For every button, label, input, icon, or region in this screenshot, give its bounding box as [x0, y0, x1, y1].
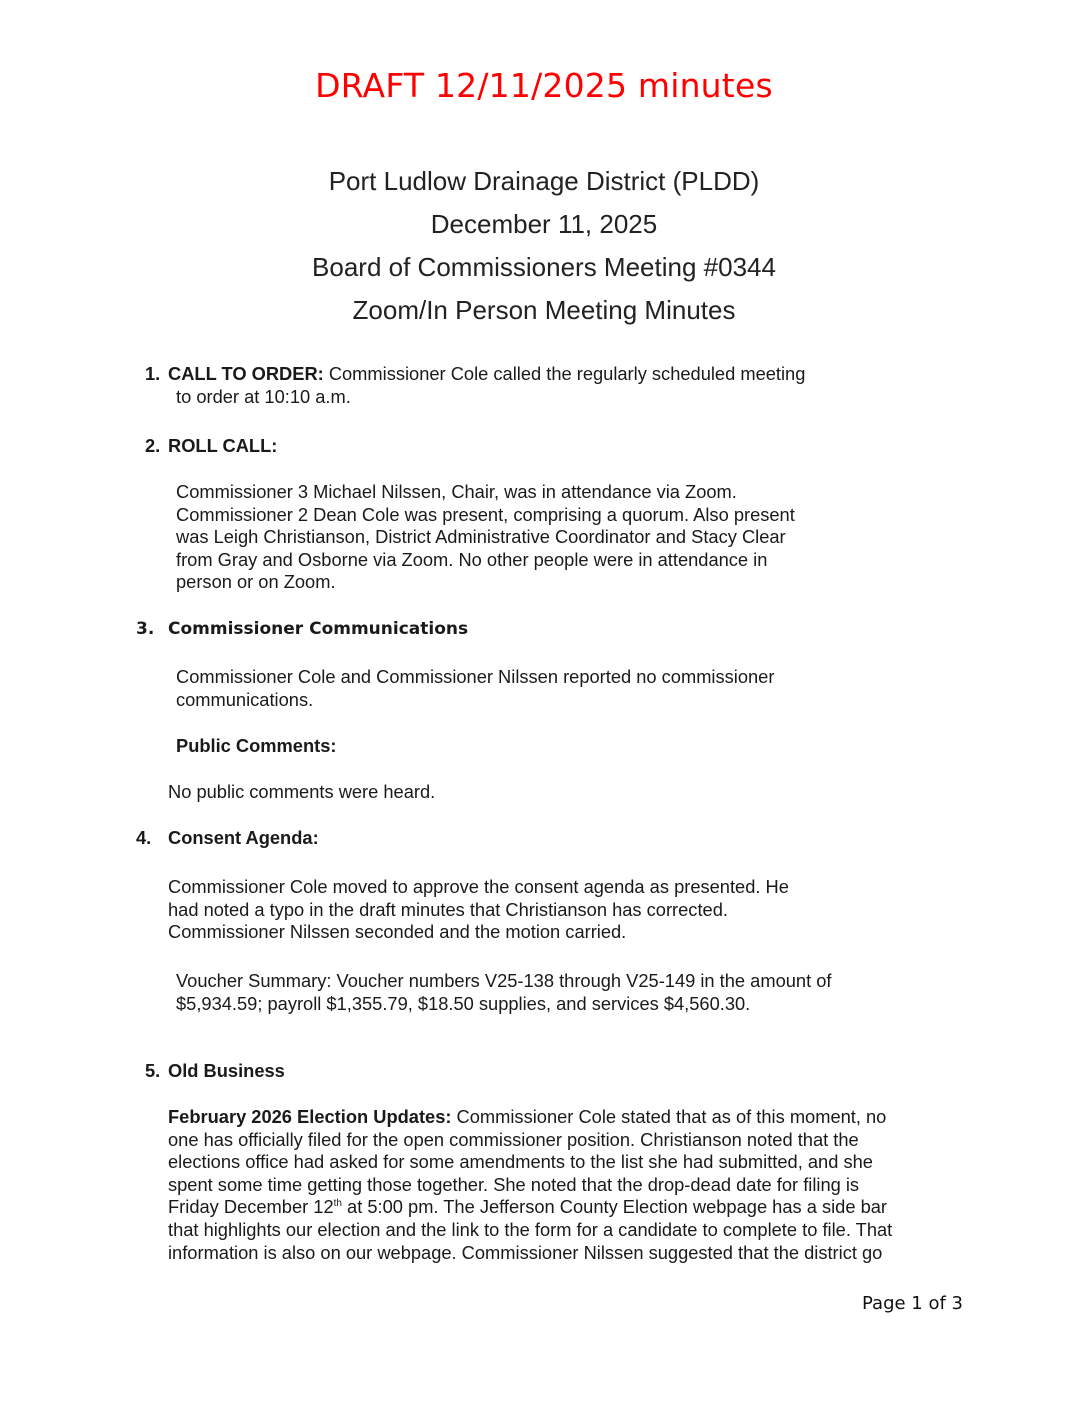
section-text: Commissioner Cole called the regularly scheduled meeting [323, 363, 806, 384]
public-comments-title: Public Comments: [176, 735, 337, 756]
section-number: 3. [136, 619, 155, 639]
communications-text: Commissioner Cole and Commissioner Nilssen reported no commissioner communications. [176, 666, 775, 710]
section-number: 5. [145, 1060, 161, 1081]
header-date: December 11, 2025 [430, 209, 658, 239]
consent-agenda-text: Commissioner Cole moved to approve the consent agenda as presented. He had noted a typo in the draft minutes that Christianson has corrected. Commissioner Nilssen seconded and the motion carried. [168, 876, 789, 943]
section-title: Old Business [168, 1060, 285, 1081]
header-district: Port Ludlow Drainage District (PLDD) [328, 166, 760, 196]
section-number: 4. [136, 827, 152, 848]
election-updates-title: February 2026 Election Updates: [168, 1106, 452, 1127]
voucher-summary: Voucher Summary: Voucher numbers V25-138 through V25-149 in the amount of $5,934.59; payroll $1,355.79, $18.50 supplies, and services $4,560.30. [176, 970, 832, 1014]
section-title: ROLL CALL: [168, 435, 278, 456]
header-meeting-number: Board of Commissioners Meeting #0344 [312, 252, 776, 282]
header-meeting-type: Zoom/In Person Meeting Minutes [352, 295, 736, 325]
draft-banner: DRAFT 12/11/2025 minutes [315, 66, 773, 105]
section-title: CALL TO ORDER: [168, 363, 324, 384]
section-number: 2. [145, 435, 161, 456]
election-updates-text: February 2026 Election Updates: Commissioner Cole stated that as of this moment, no one has officially filed for the open commissioner position. Christianson noted that the elections office had asked for some amendments to the list she had submitted, and she spent some time getting those together. She noted that the drop-dead date for filing is Friday December 12th at 5:00 pm. The Jefferson County Election webpage has a side bar that highlights our election and the link to the form for a candidate to complete to file. That information is also on our webpage. Commissioner Nilssen suggested that the district go [168, 1106, 893, 1263]
roll-call-text: Commissioner 3 Michael Nilssen, Chair, was in attendance via Zoom. Commissioner 2 Dean Cole was present, comprising a quorum. Also present was Leigh Christianson, District Administrative Coordinator and Stacy Clear from Gray and Osborne via Zoom. No other people were in attendance in person or on Zoom. [176, 481, 795, 593]
page-number: Page 1 of 3 [862, 1293, 963, 1314]
section-number: 1. [145, 363, 161, 384]
section-text: to order at 10:10 a.m. [176, 386, 351, 407]
public-comments-text: No public comments were heard. [168, 781, 436, 802]
section-title: Consent Agenda: [168, 827, 319, 848]
section-title: Commissioner Communications [168, 619, 469, 639]
